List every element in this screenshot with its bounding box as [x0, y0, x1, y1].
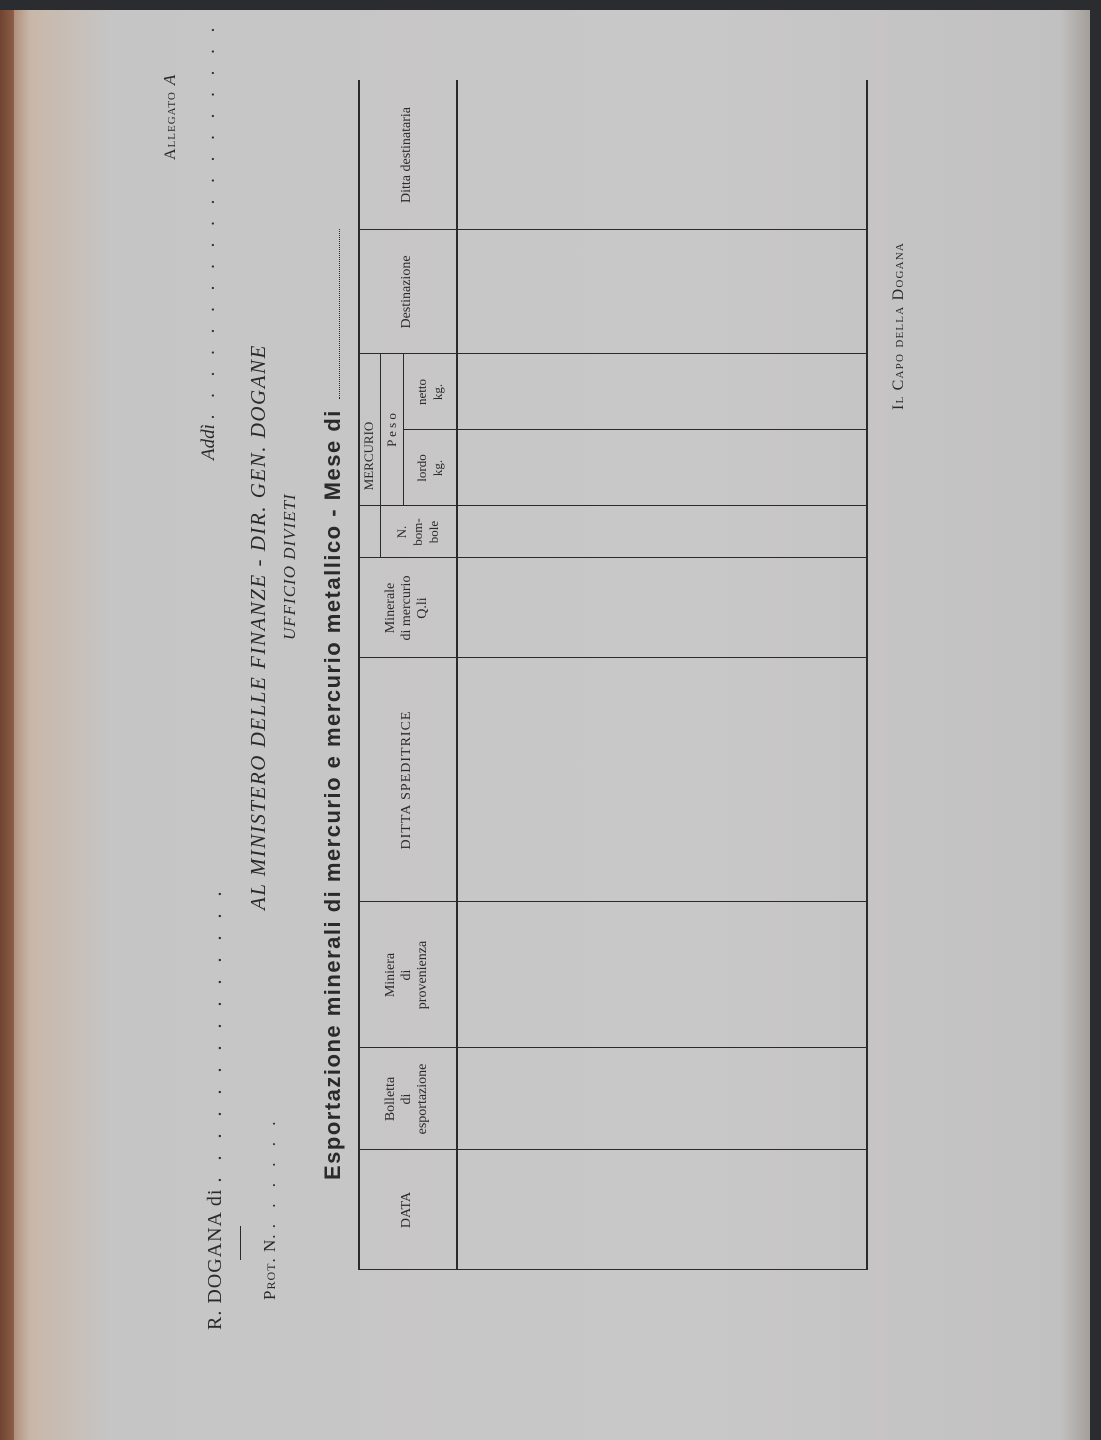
header-peso: P e s o	[383, 413, 399, 447]
allegato-label: AllegatoA	[160, 73, 179, 160]
export-table	[358, 80, 868, 1270]
header-destinazione: Destinazione	[399, 255, 414, 329]
header-data: DATA	[399, 1191, 414, 1229]
separator-dash	[240, 1226, 241, 1260]
header-minerale: Minerale di mercurio Q.li	[383, 575, 430, 641]
month-fill-line	[327, 229, 340, 399]
office-name: UFFICIO DIVIETI	[280, 493, 299, 640]
header-ditta-speditrice: DITTA SPEDITRICE	[399, 710, 414, 850]
document-page	[0, 10, 1090, 1440]
header-netto: netto kg.	[413, 379, 445, 405]
protocol-line: Prot. N. . . . . . .	[260, 1115, 279, 1300]
rotated-form	[160, 21, 1060, 1330]
table-header-rule	[456, 80, 458, 1270]
header-mercurio: MERCURIO	[361, 421, 376, 491]
header-bolletta: Bolletta di esportazione	[383, 1063, 430, 1135]
header-bombole: N. bom- bole	[394, 518, 441, 546]
table-bottom-rule	[866, 80, 868, 1270]
binding-spine	[0, 10, 14, 1440]
column-divider	[403, 429, 868, 430]
header-lordo: lordo kg.	[413, 454, 445, 482]
form-title: Esportazione minerali di mercurio e mercurio metallico - Mese di	[320, 229, 346, 1180]
date-line: Addì . . . . . . . . . . . . . . . . . . .	[198, 21, 219, 460]
addressee: AL MINISTERO DELLE FINANZE - DIR. GEN. DOGANE	[246, 344, 270, 910]
dogana-line: R. DOGANA di . . . . . . . . . . . . . .	[204, 885, 226, 1330]
header-miniera: Miniera di provenienza	[383, 940, 430, 1010]
signature-label: Il Capo della Dogana	[890, 241, 907, 410]
header-ditta-destinataria: Ditta destinataria	[399, 106, 414, 204]
